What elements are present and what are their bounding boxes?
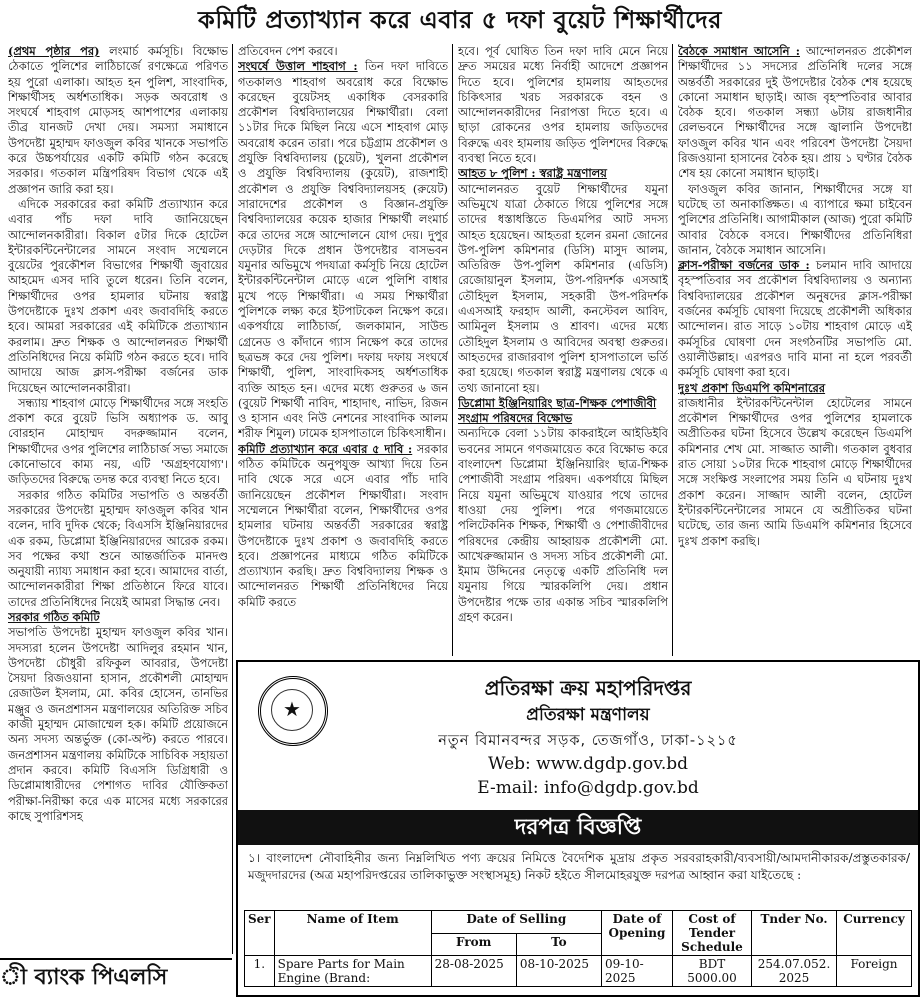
email: E-mail: info@dgdp.gov.bd [477,778,699,798]
article-paragraph: সংঘর্ষে উত্তাল শাহবাগ : তিন দফা দাবিতে গতকালও শাহবাগ অবরোধ করে বিক্ষোভ করেছেন বুয়েটসহ একাধিক বেসরকারি প্রকৌশল বিশ্ববিদ্যালয়ের শিক্ষার্থীরা। বেলা ১১টার দিকে মিছিল নিয়ে এসে শাহবাগ মোড় অবরোধ করেন তারা। পরে চট্টগ্রাম প্রকৌশল ও প্রযুক্তি বিশ্ববিদ্যালয় (চুয়েট), খুলনা প্রকৌশল ও প্রযুক্তি বিশ্ববিদ্যালয় (কুয়েট), রাজশাহী প্রকৌশল ও প্রযুক্তি বিশ্ববিদ্যালয়সহ (রুয়েট) সারাদেশের প্রকৌশল ও বিজ্ঞান-প্রযুক্তি বিশ্ববিদ্যালয়ের কয়েক হাজার শিক্ষার্থী লংমার্চ করে তাদের সঙ্গে আন্দোলনে যোগ দেয়। দুপুর দেড়টার দিকে প্রধান উপদেষ্টার বাসভবন যমুনার অভিমুখে পদযাত্রা কর্মসূচি নিয়ে হোটেল ইন্টারকন্টিনেন্টাল মোড়ে এলে পুলিশি বাধার মুখে পড়ে শিক্ষার্থীরা। এ সময় শিক্ষার্থীরা পুলিশকে লক্ষ্য করে ইটপাটকেল নিক্ষেপ করে। একপর্যায়ে লাঠিচার্জ, জলকামান, সাউন্ড গ্রেনেড ও কাঁদানে গ্যাস নিক্ষেপ করে তাদের ছত্রভঙ্গ করে দেয় পুলিশ। দফায় দফায় সংঘর্ষে শিক্ষার্থী, পুলিশ, সাংবাদিকসহ অর্ধশতাধিক ব্যক্তি আহত হন। এদের মধ্যে গুরুতর ৬ জন (বুয়েট শিক্ষার্থী নাবিদ, শাহাদাৎ, নাভিদ, রিজন ও হাসান এবং নিউ নেশনের সাংবাদিক আলম শরীফ শিমুল) ঢামেক হাসপাতালে চিকিৎসাধীন। [238,59,448,441]
column-divider [452,44,453,656]
organization-name: প্রতিরক্ষা ক্রয় মহাপরিদপ্তর [484,676,692,700]
article-paragraph: প্রতিবেদন পেশ করবে। [238,44,338,58]
subheading: ক্লাস-পরীক্ষা বর্জনের ডাক : [678,258,810,273]
column-header-to: To [516,933,601,956]
subheading: আহত ৮ পুলিশ : স্বরাষ্ট্র মন্ত্রণালয় [458,166,607,181]
article-paragraph: সন্ধ্যায় শাহবাগ মোড়ে শিক্ষার্থীদের সঙ্গে সংহতি প্রকাশ করে বুয়েট ভিসি অধ্যাপক ড. আবু বোরহান মোহাম্মদ বদরুজ্জামান বলেন, শিক্ষার্থীদের ওপর পুলিশের লাঠিচার্জ সভ্য সমাজে কোনোভাবে কাম্য নয়, এটি 'অগ্রহণযোগ্য'। জড়িতদের বিরুদ্ধে তদন্ত করে ব্যবস্থা নিতে হবে। [8,395,228,487]
article-paragraph: ক্লাস-পরীক্ষা বর্জনের ডাক : চলমান দাবি আদায়ে বৃহস্পতিবার সব প্রকৌশল বিশ্ববিদ্যালয় ও অন্যান্য বিশ্ববিদ্যালয়ের প্রকৌশল অনুষদের ক্লাস-পরীক্ষা বর্জনের কর্মসূচি ঘোষণা দিয়েছে প্রকৌশলী অধিকার আন্দোলন। রাত সাড়ে ১০টায় শাহবাগ মোড়ে এই কর্মসূচির ঘোষণা দেন সংগঠনটির সভাপতি মো. ওয়ালীউল্লাহ। এরপরও দাবি মানা না হলে পরবর্তী কর্মসূচি ঘোষণা করা হবে। [678,258,912,380]
article-paragraph: ফাওজুল কবির জানান, শিক্ষার্থীদের সঙ্গে যা ঘটেছে তা অনাকাঙ্ক্ষিত। এ ব্যাপারে ক্ষমা চাইবেন পুলিশের প্রতিনিধি। আগামীকাল (আজ) পুরো কমিটি আবার বৈঠকে বসবে। শিক্ষার্থীদের প্রতিনিধিরা জানান, বৈঠকে সমাধান আসেনি। [678,181,912,257]
article-paragraph: (প্রথম পৃষ্ঠার পর) লংমার্চ কর্মসূচি। বিক্ষোভ ঠেকাতে পুলিশের লাঠিচার্জে রণক্ষেত্রে পরিণত হয় পুরো এলাকা। আহত হন পুলিশ, সাংবাদিক, শিক্ষার্থীসহ অর্ধশতাধিক। সড়ক অবরোধ ও সংঘর্ষে শাহবাগ মোড়সহ আশপাশের এলাকায় তীব্র যানজট দেখা দেয়। সমস্যা সমাধানে উপদেষ্টা মুহাম্মদ ফাওজুল কবির খানকে সভাপতি করে উচ্চপর্যায়ের একটি কমিটি গঠন করেছে সরকার। গতকাল মন্ত্রিপরিষদ বিভাগ থেকে এই প্রজ্ঞাপন জারি করা হয়। [8,44,228,196]
article-column-4 [678,44,912,661]
notice-title: দরপত্র বিজ্ঞপ্তি [238,810,918,845]
article-paragraph: সরকার গঠিত কমিটির সভাপতি ও অন্তর্বর্তী সরকারের উপদেষ্টা মুহাম্মদ ফাওজুল কবির খান বলেন, দাবি দুদিক থেকে; বিএসসি ইঞ্জিনিয়ারদের এক রকম, ডিপ্লোমা ইঞ্জিনিয়ারদের আরেক রকম। সব পক্ষের কথা শুনে আন্তর্জাতিক মানদণ্ড অনুযায়ী ন্যায্য সমাধান করা হবে। আমাদের বার্তা, আন্দোলনকারীরা শিক্ষা প্রতিষ্ঠানে ফিরে যাবে। তাদের প্রতিনিধিদের নিয়েই আমরা সিদ্ধান্ত নেব। [8,487,228,609]
article-paragraph: হবে। পূর্ব ঘোষিত তিন দফা দাবি মেনে নিয়ে দ্রুত সময়ের মধ্যে নির্বাহী আদেশে প্রজ্ঞাপন দিতে হবে। পুলিশের হামলায় আহতদের চিকিৎসার খরচ সরকারকে বহন ও আন্দোলনকারীদের নিরাপত্তা দিতে হবে। এ ছাড়া রোকনের ওপর হামলায় জড়িতদের বিরুদ্ধে এবং হামলায় জড়িত পুলিশদের বিরুদ্ধে ব্যবস্থা নিতে হবে। [458,44,668,166]
tender-notice [236,660,920,997]
subheading: কমিটি প্রত্যাখ্যান করে এবার ৫ দাবি : [238,441,413,456]
website: Web: www.dgdp.gov.bd [487,754,688,774]
address: নতুন বিমানবন্দর সড়ক, তেজগাঁও, ঢাকা-১২১৫ [438,733,738,749]
cell-currency: Foreign [837,956,912,987]
cell-ser: 1. [245,956,275,987]
column-header-tender-no: Tnder No. [752,911,837,956]
article-column-3 [458,44,668,661]
article-column-2 [238,44,448,661]
dgdp-logo-icon: ★ [258,676,328,746]
column-header-opening: Date of Opening [602,911,673,956]
subheading: সংঘর্ষে উত্তাল শাহবাগ : [238,59,358,74]
cell-from: 28-08-2025 [431,956,516,987]
cell-opening: 09-10-2025 [602,956,673,987]
article-column-1 [8,44,228,950]
subheading: সরকার গঠিত কমিটি [8,609,100,624]
column-header-item: Name of Item [274,911,431,956]
article-paragraph: কমিটি প্রত্যাখ্যান করে এবার ৫ দাবি : সরকার গঠিত কমিটিকে অনুপযুক্ত আখ্যা দিয়ে তিন দাবি থেকে সরে এসে এবার পাঁচ দাবি জানিয়েছেন প্রকৌশল শিক্ষার্থীরা। সংবাদ সম্মেলনে শিক্ষার্থীরা বলেন, শিক্ষার্থীদের ওপর হামলার ঘটনায় অন্তর্বর্তী সরকারের স্বরাষ্ট্র উপদেষ্টাকে দুঃখ প্রকাশ ও জবাবদিহি করতে হবে। প্রজ্ঞাপনের মাধ্যমে গঠিত কমিটিকে প্রত্যাখ্যান করছি। দ্রুত বিশ্ববিদ্যালয় শিক্ষক ও আন্দোলনরত শিক্ষার্থী প্রতিনিধিদের নিয়ে কমিটি করতে [238,441,448,609]
advertisement-banner: ী ব্যাংক পিএলসি [0,958,232,995]
column-header-ser: Ser [245,911,275,956]
article-paragraph: বৈঠকে সমাধান আসেনি : আন্দোলনরত প্রকৌশল শিক্ষার্থীদের ১১ সদস্যের প্রতিনিধি দলের সঙ্গে অন্তর্বর্তী সরকারের দুই উপদেষ্টার বৈঠক শেষ হয়েছে কোনো সমাধান ছাড়াই। আজ বৃহস্পতিবার আবার বৈঠক হবে। গতকাল সন্ধ্যা ৬টায় রাজধানীর রেলভবনে শিক্ষার্থীদের সঙ্গে জ্বালানি উপদেষ্টা ফাওজুল কবির খান এবং পরিবেশ উপদেষ্টা সৈয়দা রিজওয়ানা হাসানের বৈঠক হয়। প্রায় ১ ঘণ্টার বৈঠক শেষ হয় কোনো সমাধান ছাড়াই। [678,44,912,181]
subheading: ডিপ্লোমা ইঞ্জিনিয়ারিং ছাত্র-শিক্ষক পেশাজীবী সংগ্রাম পরিষদের বিক্ষোভ [458,395,657,426]
column-header-cost: Cost of Tender Schedule [673,911,752,956]
article-paragraph: সভাপতি উপদেষ্টা মুহাম্মদ ফাওজুল কবির খান। সদস্যরা হলেন উপদেষ্টা আদিলুর রহমান খান, উপদেষ্টা চৌধুরী রফিকুল আবরার, উপদেষ্টা সৈয়দা রিজওয়ানা হাসান, প্রকৌশলী মোহাম্মদ রেজাউল ইসলাম, মো. কবির হোসেন, তানভির মঞ্জুর ও জনপ্রশাসন মন্ত্রণালয়ের অতিরিক্ত সচিব কাজী মুহাম্মদ মোজাম্মেল হক। কমিটি প্রয়োজনে অন্য সদস্য অন্তর্ভুক্ত (কো-অপ্ট) করতে পারবে। জনপ্রশাসন মন্ত্রণালয় কমিটিকে সাচিবিক সহায়তা প্রদান করবে। কমিটি বিএসসি ডিগ্রিধারী ও ডিপ্লোমাধারীদের পেশাগত দাবির যৌক্তিকতা পরীক্ষা-নিরীক্ষা করে এক মাসের মধ্যে সরকারের কাছে সুপারিশসহ [8,625,228,823]
column-header-currency: Currency [837,911,912,956]
cell-cost: BDT 5000.00 [673,956,752,987]
table-row [245,956,912,987]
article-paragraph: আন্দোলনরত বুয়েট শিক্ষার্থীদের যমুনা অভিমুখে যাত্রা ঠেকাতে গিয়ে পুলিশের সঙ্গে তাদের ধস্তাধস্তিতে ডিএমপির আট সদস্য আহত হয়েছেন। আহতরা হলেন রমনা জোনের উপ-পুলিশ কমিশনার (ডিসি) মাসুদ আলম, অতিরিক্ত উপ-পুলিশ কমিশনার (এডিসি) রেজোয়ানুল ইসলাম, উপ-পরিদর্শক এসআই তৌহিদুল ইসলাম, সহকারী উপ-পরিদর্শক এএসআই ফরহাদ আলী, কনস্টেবল আবিদ, আমিনুল ইসলাম ও শ্রাবণ। এদের মধ্যে তৌহিদুল ইসলাম ও আবিদের অবস্থা গুরুতর। আহতদের রাজারবাগ পুলিশ হাসপাতালে ভর্তি করা হয়েছে। গতকাল স্বরাষ্ট্র মন্ত্রণালয় থেকে এ তথ্য জানানো হয়। [458,181,668,395]
article-paragraph: এদিকে সরকারের করা কমিটি প্রত্যাখ্যান করে এবার পাঁচ দফা দাবি জানিয়েছেন আন্দোলনকারীরা। বিকাল ৫টার দিকে হোটেল ইন্টারকন্টিনেন্টালের সামনে সংবাদ সম্মেলনে বুয়েটের পুরকৌশল বিভাগের শিক্ষার্থী জুবায়ের আহমেদ এসব দাবি তুলে ধরেন। তিনি বলেন, শিক্ষার্থীদের ওপর হামলার ঘটনায় স্বরাষ্ট্র উপদেষ্টাকে দুঃখ প্রকাশ এবং জবাবদিহি করতে হবে। আমরা সরকারের এই কমিটিকে প্রত্যাখ্যান করলাম। দ্রুত শিক্ষক ও আন্দোলনরত শিক্ষার্থী প্রতিনিধিদের নিয়ে কমিটি গঠন করতে হবে। দাবি আদায়ে আজ ক্লাস-পরীক্ষা বর্জনের ডাক দিয়েছেন আন্দোলনকারীরা। [8,196,228,395]
column-divider [232,44,233,954]
subheading: দুঃখ প্রকাশ ডিএমপি কমিশনারের [678,380,826,395]
notice-intro: ১। বাংলাদেশ নৌবাহিনীর জন্য নিম্নলিখিত পণ্য ক্রয়ের নিমিত্তে বৈদেশিক মুদ্রায় প্রকৃত সরবরাহকারী/ব্যবসায়ী/আমদানীকারক/প্রস্তুতকারক/মজুদদারদের (অত্র মহাপরিদপ্তরের তালিকাভুক্ত সংস্থাসমূহ) নিকট হইতে সীলমোহরযুক্ত দরপত্র আহ্বান করা যাইতেছে : [248,851,910,882]
column-divider [672,44,673,656]
cell-tender-no: 254.07.052. 2025 [752,956,837,987]
article-paragraph: রাজধানীর ইন্টারকন্টিনেন্টাল হোটেলের সামনে প্রকৌশল শিক্ষার্থীদের ওপর পুলিশের হামলাকে অপ্রীতিকর ঘটনা হিসেবে উল্লেখ করেছেন ডিএমপি কমিশনার শেখ মো. সাজ্জাত আলী। গতকাল বুধবার রাত সোয়া ১০টার দিকে শাহবাগ মোড়ে শিক্ষার্থীদের সঙ্গে সংক্ষিপ্ত সংলাপের সময় তিনি এ ঘটনায় দুঃখ প্রকাশ করেন। সাজ্জাদ আলী বলেন, হোটেল ইন্টারকন্টিনেন্টালের সামনে যে অপ্রীতিকর ঘটনা ঘটেছে, তার জন্য আমি ডিএমপি কমিশনার হিসেবে দুঃখ প্রকাশ করছি। [678,395,912,548]
continued-tag: (প্রথম পৃষ্ঠার পর) [8,44,100,58]
column-header-from: From [431,933,516,956]
ministry-name: প্রতিরক্ষা মন্ত্রণালয় [526,705,650,725]
subheading: বৈঠকে সমাধান আসেনি : [678,44,800,58]
headline: কমিটি প্রত্যাখ্যান করে এবার ৫ দফা বুয়েট শিক্ষার্থীদের [198,6,722,34]
cell-item: Spare Parts for Main Engine (Brand: [274,956,431,987]
column-header-selling: Date of Selling [431,911,601,934]
cell-to: 08-10-2025 [516,956,601,987]
tender-table [244,910,912,987]
article-paragraph: অন্যদিকে বেলা ১১টায় কাকরাইলে আইডিইবি ভবনের সামনে গণজমায়েত করে বিক্ষোভ করে বাংলাদেশ ডিপ্লোমা ইঞ্জিনিয়ারিং ছাত্র-শিক্ষক পেশাজীবী সংগ্রাম পরিষদ। একপর্যায়ে মিছিল নিয়ে যমুনা অভিমুখে যাওয়ার পথে তাদের ধাওয়া দেয় পুলিশ। পরে গণজমায়েতে পলিটেকনিক শিক্ষক, শিক্ষার্থী ও পেশাজীবীদের পরিষদের কেন্দ্রীয় আহ্বায়ক প্রকৌশলী মো. আখেরুজ্জামান ও সদস্য সচিব প্রকৌশলী মো. ইমাম উদ্দিনের নেতৃত্বে একটি প্রতিনিধি দল যমুনায় গিয়ে স্মারকলিপি দেয়। প্রধান উপদেষ্টার পক্ষে তার একান্ত সচিব স্মারকলিপি গ্রহণ করেন। [458,426,668,624]
